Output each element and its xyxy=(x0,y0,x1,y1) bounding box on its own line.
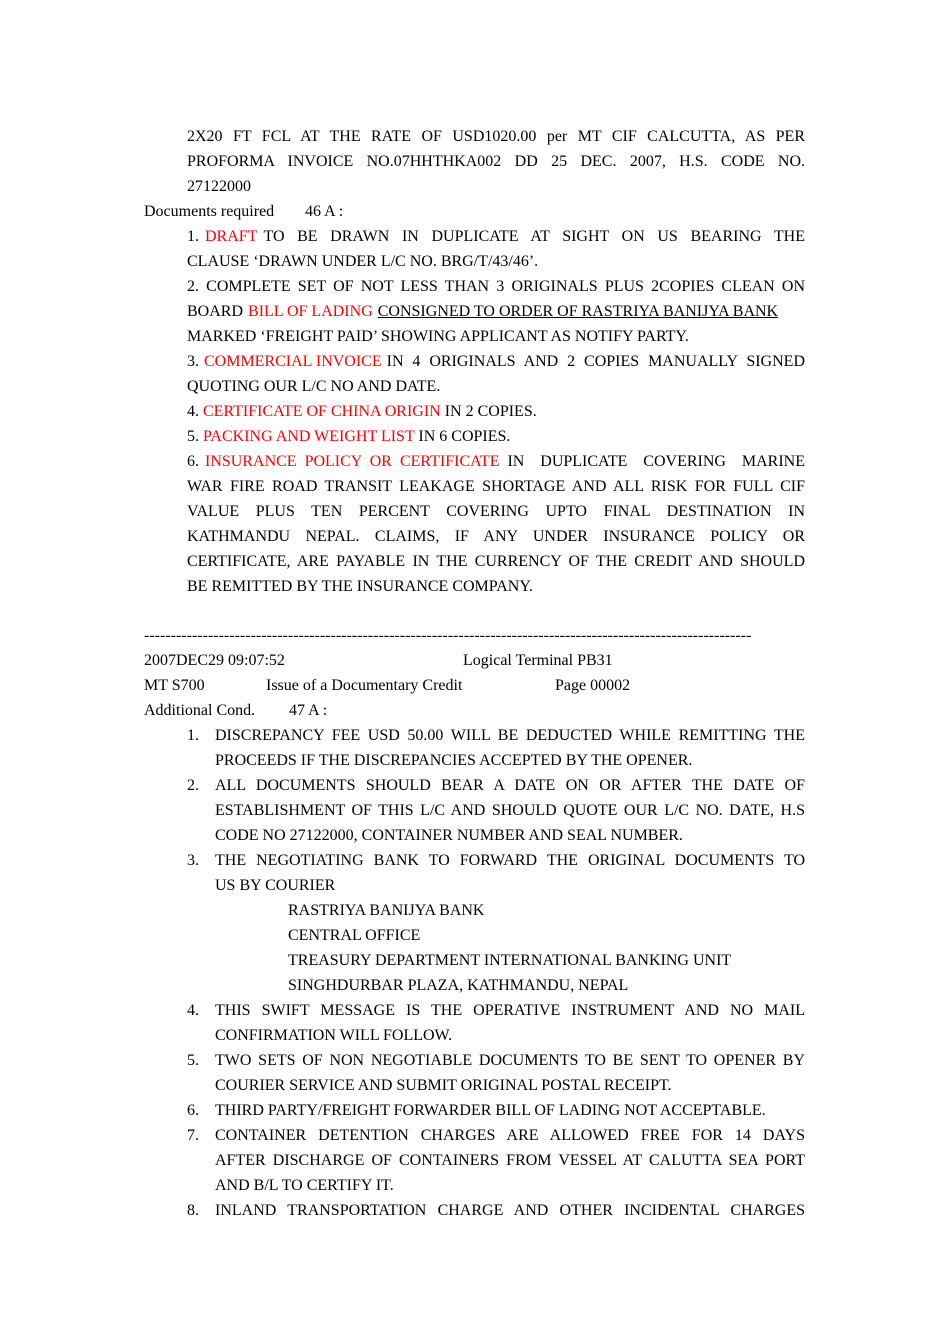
doc-2-bill-of-lading: BILL OF LADING xyxy=(248,303,373,320)
doc-2-line-2 xyxy=(187,299,805,324)
address-line-4: SINGHDURBAR PLAZA, KATHMANDU, NEPAL xyxy=(288,977,629,994)
doc-6-line-3: VALUE PLUS TEN PERCENT COVERING UPTO FINAL DESTINATION IN xyxy=(187,503,805,520)
separator-line: ------------------------------------------------------------------------------------------------------------------ xyxy=(144,627,752,644)
doc-1-draft: DRAFT xyxy=(205,228,258,245)
doc-6-line-6: BE REMITTED BY THE INSURANCE COMPANY. xyxy=(187,578,533,595)
doc-5-text: IN 6 COPIES. xyxy=(418,428,511,445)
cond-6-line-1: THIRD PARTY/FREIGHT FORWARDER BILL OF LADING NOT ACCEPTABLE. xyxy=(215,1102,766,1119)
cond-3-line-2: US BY COURIER xyxy=(215,877,336,894)
doc-6-line-1 xyxy=(187,449,805,474)
cond-1-line-2: PROCEEDS IF THE DISCREPANCIES ACCEPTED BY THE OPENER. xyxy=(215,752,693,769)
doc-4-line xyxy=(187,399,537,424)
doc-2-line-1: 2. COMPLETE SET OF NOT LESS THAN 3 ORIGINALS PLUS 2COPIES CLEAN ON xyxy=(187,278,805,295)
doc-5-line xyxy=(187,424,510,449)
cond-3-line-1: THE NEGOTIATING BANK TO FORWARD THE ORIGINAL DOCUMENTS TO xyxy=(215,852,805,869)
doc-1-text: TO BE DRAWN IN DUPLICATE AT SIGHT ON US BEARING THE xyxy=(263,228,805,245)
message-title: Issue of a Documentary Credit xyxy=(266,677,463,694)
doc-2-consigned: CONSIGNED TO ORDER OF RASTRIYA BANIJYA BANK xyxy=(377,303,779,320)
cond-7-line-1: CONTAINER DETENTION CHARGES ARE ALLOWED FREE FOR 14 DAYS xyxy=(215,1127,805,1144)
address-line-1: RASTRIYA BANIJYA BANK xyxy=(288,902,485,919)
doc-4-certificate-origin: CERTIFICATE OF CHINA ORIGIN xyxy=(203,403,441,420)
cond-8-line-1: INLAND TRANSPORTATION CHARGE AND OTHER INCIDENTAL CHARGES xyxy=(215,1202,805,1219)
doc-6-number: 6. xyxy=(187,453,199,470)
doc-5-number: 5. xyxy=(187,428,199,445)
doc-6-line-2: WAR FIRE ROAD TRANSIT LEAKAGE SHORTAGE AND ALL RISK FOR FULL CIF xyxy=(187,478,805,495)
message-timestamp: 2007DEC29 09:07:52 xyxy=(144,652,285,669)
cond-1-number: 1. xyxy=(187,727,199,744)
cond-4-line-2: CONFIRMATION WILL FOLLOW. xyxy=(215,1027,453,1044)
address-line-2: CENTRAL OFFICE xyxy=(288,927,421,944)
message-type: MT S700 xyxy=(144,677,205,694)
doc-3-text: IN 4 ORIGINALS AND 2 COPIES MANUALLY SIGNED xyxy=(386,353,805,370)
cond-6-number: 6. xyxy=(187,1102,199,1119)
cond-2-number: 2. xyxy=(187,777,199,794)
cond-2-line-2: ESTABLISHMENT OF THIS L/C AND SHOULD QUOTE OUR L/C NO. DATE, H.S xyxy=(215,802,805,819)
doc-6-line-5: CERTIFICATE, ARE PAYABLE IN THE CURRENCY OF THE CREDIT AND SHOULD xyxy=(187,553,805,570)
doc-3-commercial-invoice: COMMERCIAL INVOICE xyxy=(204,353,382,370)
address-line-3: TREASURY DEPARTMENT INTERNATIONAL BANKING UNIT xyxy=(288,952,732,969)
cond-7-line-2: AFTER DISCHARGE OF CONTAINERS FROM VESSEL AT CALUTTA SEA PORT xyxy=(215,1152,805,1169)
cond-4-line-1: THIS SWIFT MESSAGE IS THE OPERATIVE INSTRUMENT AND NO MAIL xyxy=(215,1002,805,1019)
doc-2-line-3: MARKED ‘FREIGHT PAID’ SHOWING APPLICANT AS NOTIFY PARTY. xyxy=(187,328,689,345)
cond-7-line-3: AND B/L TO CERTIFY IT. xyxy=(215,1177,394,1194)
doc-3-line-2: QUOTING OUR L/C NO AND DATE. xyxy=(187,378,441,395)
cond-5-line-1: TWO SETS OF NON NEGOTIABLE DOCUMENTS TO BE SENT TO OPENER BY xyxy=(215,1052,805,1069)
doc-1-line-2: CLAUSE ‘DRAWN UNDER L/C NO. BRG/T/43/46’. xyxy=(187,253,539,270)
cond-5-number: 5. xyxy=(187,1052,199,1069)
doc-6-text: IN DUPLICATE COVERING MARINE xyxy=(507,453,805,470)
intro-line-3: 27122000 xyxy=(187,178,251,195)
doc-1-number: 1. xyxy=(187,228,199,245)
doc-1-line-1 xyxy=(187,224,805,249)
additional-cond-code: 47 A : xyxy=(289,702,328,719)
documents-required-code: 46 A : xyxy=(305,203,344,220)
cond-7-number: 7. xyxy=(187,1127,199,1144)
doc-5-packing-list: PACKING AND WEIGHT LIST xyxy=(203,428,415,445)
intro-line-2: PROFORMA INVOICE NO.07HHTHKA002 DD 25 DEC. 2007, H.S. CODE NO. xyxy=(187,153,805,170)
cond-3-number: 3. xyxy=(187,852,199,869)
doc-4-number: 4. xyxy=(187,403,199,420)
cond-8-number: 8. xyxy=(187,1202,199,1219)
logical-terminal: Logical Terminal PB31 xyxy=(463,652,613,669)
documents-required-label: Documents required xyxy=(144,203,275,220)
cond-1-line-1: DISCREPANCY FEE USD 50.00 WILL BE DEDUCTED WHILE REMITTING THE xyxy=(215,727,805,744)
cond-5-line-2: COURIER SERVICE AND SUBMIT ORIGINAL POSTAL RECEIPT. xyxy=(215,1077,672,1094)
doc-4-text: IN 2 COPIES. xyxy=(444,403,537,420)
intro-line-1: 2X20 FT FCL AT THE RATE OF USD1020.00 per MT CIF CALCUTTA, AS PER xyxy=(187,128,805,145)
cond-2-line-3: CODE NO 27122000, CONTAINER NUMBER AND SEAL NUMBER. xyxy=(215,827,683,844)
doc-6-insurance-policy: INSURANCE POLICY OR CERTIFICATE xyxy=(205,453,500,470)
doc-3-line-1 xyxy=(187,349,805,374)
cond-4-number: 4. xyxy=(187,1002,199,1019)
doc-3-number: 3. xyxy=(187,353,199,370)
cond-2-line-1: ALL DOCUMENTS SHOULD BEAR A DATE ON OR AFTER THE DATE OF xyxy=(215,777,805,794)
doc-2-board: BOARD xyxy=(187,303,244,320)
doc-6-line-4: KATHMANDU NEPAL. CLAIMS, IF ANY UNDER INSURANCE POLICY OR xyxy=(187,528,805,545)
additional-cond-label: Additional Cond. xyxy=(144,702,256,719)
page-number: Page 00002 xyxy=(555,677,631,694)
